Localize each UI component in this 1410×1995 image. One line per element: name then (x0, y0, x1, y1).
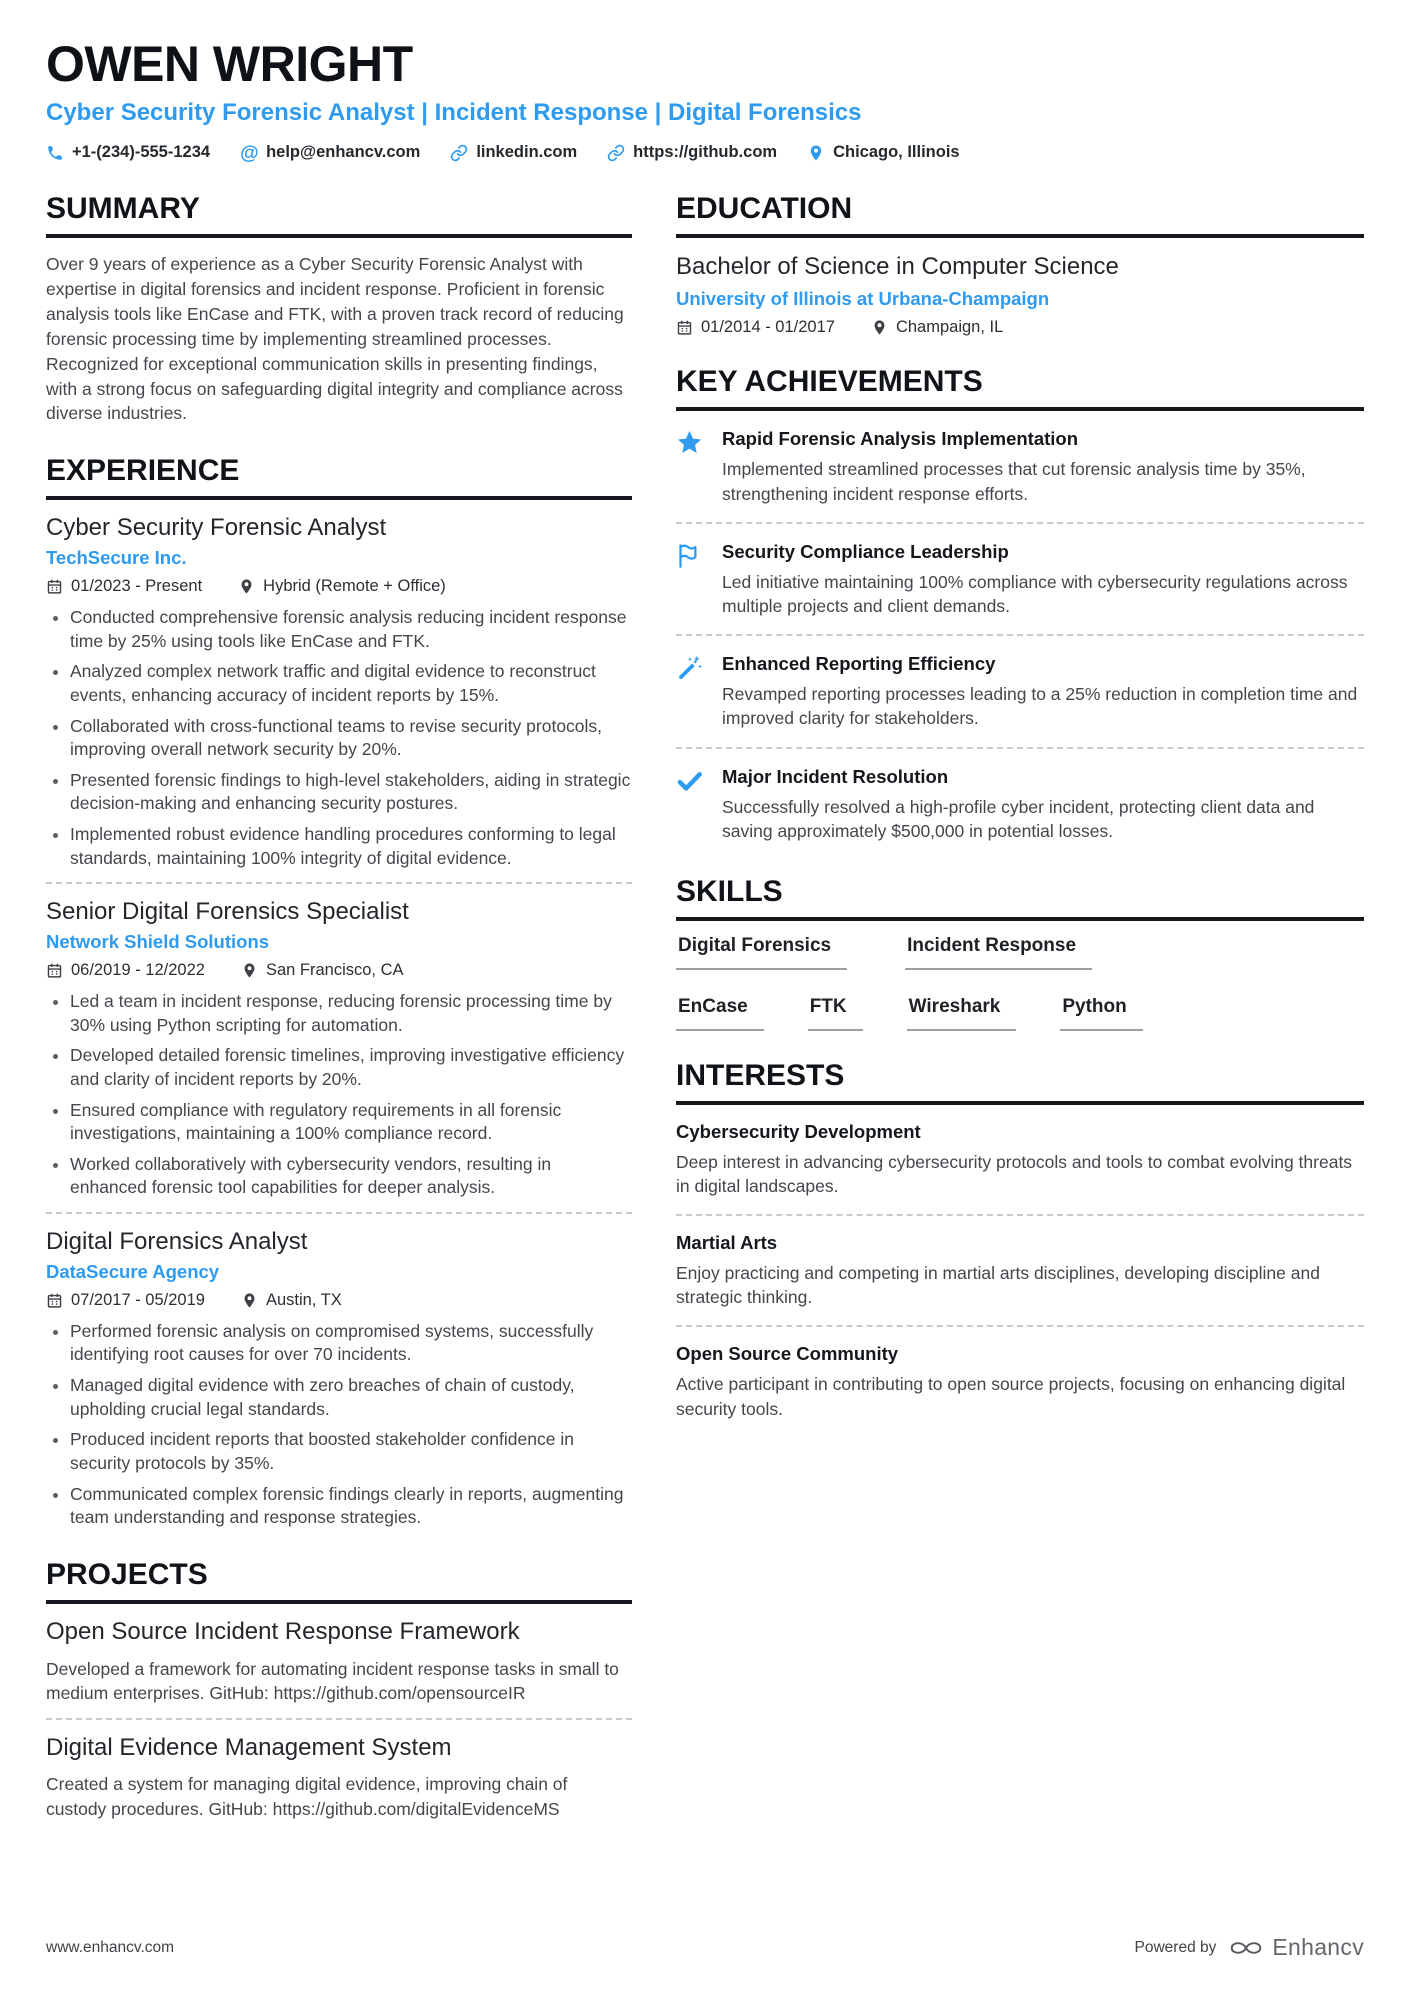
job-company: DataSecure Agency (46, 1260, 220, 1282)
right-column (676, 192, 1364, 1849)
skills-heading: SKILLS (676, 875, 1364, 921)
brand-name: Enhancv (1272, 1934, 1364, 1960)
projects-section (46, 1558, 632, 1822)
achievement-entry (676, 538, 1364, 622)
job-bullet: • Ensured compliance with regulatory requirements in all forensic investigations, maintaining a 100% compliance record. (70, 1099, 632, 1146)
skills-row (676, 935, 1364, 970)
job-bullets (46, 606, 632, 870)
job-meta (46, 577, 632, 596)
summary-heading: SUMMARY (46, 192, 632, 238)
job-company: TechSecure Inc. (46, 547, 187, 568)
interest-entry (676, 1119, 1364, 1202)
powered-by-label: Powered by (1134, 1938, 1217, 1956)
project-entry (46, 1734, 632, 1822)
powered-by (1135, 1934, 1364, 1961)
degree-title: Bachelor of Science in Computer Science (676, 253, 1119, 281)
contact-email-text: help@enhancv.com (266, 143, 421, 162)
achievement-entry (676, 425, 1364, 509)
education-meta (676, 318, 1364, 337)
job-title: Digital Forensics Analyst (46, 1228, 308, 1256)
summary-section (46, 192, 632, 426)
skill-tag: Python (1060, 996, 1142, 1031)
skill-tag: FTK (808, 996, 863, 1031)
flag-icon (676, 540, 706, 618)
interest-description: Active participant in contributing to open source projects, focusing on enhancing digital security tools. (676, 1374, 1346, 1419)
divider (46, 882, 632, 884)
pin-icon (871, 319, 888, 336)
infinity-logo-icon (1228, 1936, 1264, 1960)
interests-heading: INTERESTS (676, 1059, 1364, 1105)
achievement-description: Revamped reporting processes leading to a 25% reduction in completion time and improved clarity for stakeholders. (722, 684, 1358, 729)
education-section (676, 192, 1364, 337)
pin-icon (238, 578, 255, 595)
left-column (46, 192, 632, 1849)
calendar-icon (46, 578, 63, 595)
achievement-description: Led initiative maintaining 100% compliance with cybersecurity regulations across multiple projects and client demands. (722, 571, 1348, 616)
job-entry (46, 898, 632, 1200)
project-description: Developed a framework for automating incident response tasks in small to medium enterprises. GitHub: https://github.com/opensourceIR (46, 1658, 619, 1704)
divider (46, 1718, 632, 1720)
education-location (871, 318, 1003, 337)
job-bullet: • Developed detailed forensic timelines, improving investigative efficiency and clarity of incident reports by 20%. (70, 1044, 632, 1091)
achievement-description: Implemented streamlined processes that cut forensic analysis time by 35%, strengthening incident response efforts. (722, 459, 1306, 504)
two-column-layout (46, 192, 1364, 1849)
link-icon (450, 144, 468, 162)
job-title: Cyber Security Forensic Analyst (46, 514, 387, 542)
job-dates-text: 06/2019 - 12/2022 (71, 961, 205, 980)
interest-description: Deep interest in advancing cybersecurity protocols and tools to combat evolving threats in digital landscapes. (676, 1151, 1353, 1197)
summary-text: Over 9 years of experience as a Cyber Security Forensic Analyst with expertise in digital forensics and incident response. Proficient in forensic analysis tools like EnCase and FTK, with a proven track record of reducing forensic processing time by implementing streamlined processes. Recognized for exceptional communication skills in presenting findings, with a strong focus on safeguarding digital integrity and compliance across diverse industries. (46, 254, 624, 424)
phone-icon (46, 144, 64, 162)
contact-phone-text: +1-(234)-555-1234 (72, 143, 211, 162)
divider (676, 522, 1364, 524)
key-achievements-section (676, 365, 1364, 847)
contact-phone[interactable] (46, 143, 210, 162)
education-heading: EDUCATION (676, 192, 1364, 238)
pin-icon (807, 144, 825, 162)
achievement-title: Major Incident Resolution (722, 765, 949, 787)
job-dates (46, 1291, 205, 1310)
experience-heading: EXPERIENCE (46, 454, 632, 500)
interest-title: Cybersecurity Development (676, 1120, 921, 1142)
skills-row (676, 996, 1364, 1031)
interest-entry (676, 1230, 1364, 1313)
at-icon: @ (240, 142, 259, 164)
achievement-entry (676, 650, 1364, 734)
skills-section (676, 875, 1364, 1031)
job-bullet: • Analyzed complex network traffic and digital evidence to reconstruct events, enhancing accuracy of incident reports by 15%. (70, 660, 632, 707)
pin-icon (241, 1292, 258, 1309)
achievement-description: Successfully resolved a high-profile cyber incident, protecting client data and saving approximately $500,000 in potential losses. (722, 796, 1315, 841)
job-location-text: San Francisco, CA (265, 961, 404, 980)
job-location (241, 961, 404, 980)
contact-github-text: https://github.com (633, 143, 778, 162)
job-bullet: • Communicated complex forensic findings clearly in reports, augmenting team understanding and response strategies. (70, 1483, 632, 1530)
project-description: Created a system for managing digital evidence, improving chain of custody procedures. GitHub: https://github.com/digitalEvidenceMS (46, 1774, 568, 1819)
job-location (241, 1291, 342, 1310)
footer-site-url: www.enhancv.com (46, 1938, 175, 1956)
job-bullet: • Conducted comprehensive forensic analysis reducing incident response time by 25% using tools like EnCase and FTK. (70, 606, 632, 653)
headline: Cyber Security Forensic Analyst | Incident Response | Digital Forensics (46, 98, 862, 126)
calendar-icon (46, 962, 63, 979)
job-bullet: • Performed forensic analysis on compromised systems, successfully identifying root causes for over 70 incidents. (70, 1320, 632, 1367)
job-bullet: • Presented forensic findings to high-level stakeholders, aiding in strategic decision-making and enhancing security postures. (70, 769, 632, 816)
link-icon (607, 144, 625, 162)
job-bullet: • Led a team in incident response, reducing forensic processing time by 30% using Python scripting for automation. (70, 990, 632, 1037)
contact-linkedin[interactable] (450, 143, 577, 162)
calendar-icon (46, 1292, 63, 1309)
job-entry (46, 1228, 632, 1530)
achievement-title: Rapid Forensic Analysis Implementation (722, 428, 1079, 450)
job-location-text: Austin, TX (265, 1290, 342, 1309)
school-name: University of Illinois at Urbana-Champaign (676, 288, 1050, 310)
star-icon (676, 427, 706, 505)
achievement-body (722, 427, 1364, 505)
achievement-body (722, 652, 1364, 730)
job-location (238, 577, 446, 596)
contact-location-text: Chicago, Illinois (833, 143, 960, 162)
job-dates (46, 961, 205, 980)
interests-section (676, 1059, 1364, 1425)
contact-row (46, 143, 1364, 162)
job-bullet: • Produced incident reports that boosted stakeholder confidence in security protocols by 35%. (70, 1428, 632, 1475)
job-location-text: Hybrid (Remote + Office) (263, 577, 446, 595)
divider (676, 747, 1364, 749)
contact-email[interactable] (240, 143, 420, 162)
project-title: Digital Evidence Management System (46, 1733, 452, 1761)
achievement-body (722, 540, 1364, 618)
job-dates (46, 577, 202, 596)
job-bullet: • Worked collaboratively with cybersecurity vendors, resulting in enhanced forensic tool capabilities for deeper analysis. (70, 1153, 632, 1200)
calendar-icon (676, 319, 693, 336)
achievement-title: Enhanced Reporting Efficiency (722, 653, 996, 675)
job-bullets (46, 990, 632, 1200)
enhancv-brand (1228, 1934, 1364, 1961)
divider (46, 1212, 632, 1214)
job-company: Network Shield Solutions (46, 931, 270, 953)
education-dates-text: 01/2014 - 01/2017 (701, 318, 835, 337)
divider (676, 1214, 1364, 1216)
job-title: Senior Digital Forensics Specialist (46, 898, 409, 926)
contact-linkedin-text: linkedin.com (476, 143, 578, 162)
contact-location (807, 143, 960, 162)
contact-github[interactable] (607, 143, 777, 162)
person-name: OWEN WRIGHT (46, 36, 413, 92)
education-location-text: Champaign, IL (895, 318, 1004, 337)
interest-entry (676, 1341, 1364, 1424)
job-dates-text: 07/2017 - 05/2019 (71, 1290, 205, 1309)
wand-icon (676, 652, 706, 730)
job-meta (46, 1291, 632, 1310)
job-dates-text: 01/2023 - Present (71, 577, 203, 595)
pin-icon (241, 962, 258, 979)
job-bullet: • Collaborated with cross-functional teams to revise security protocols, improving overall network security by 20%. (70, 715, 632, 762)
header (46, 38, 1364, 162)
key-achievements-heading: KEY ACHIEVEMENTS (676, 365, 1364, 411)
check-icon (676, 765, 706, 843)
project-title: Open Source Incident Response Framework (46, 1617, 520, 1645)
skill-tag: EnCase (676, 996, 764, 1031)
job-meta (46, 961, 632, 980)
achievement-body (722, 765, 1364, 843)
divider (676, 1325, 1364, 1327)
achievement-title: Security Compliance Leadership (722, 540, 1009, 562)
skill-tag: Incident Response (905, 935, 1092, 970)
divider (676, 634, 1364, 636)
education-dates (676, 318, 835, 337)
project-entry (46, 1618, 632, 1706)
job-bullet: • Managed digital evidence with zero breaches of chain of custody, upholding crucial legal standards. (70, 1374, 632, 1421)
interest-description: Enjoy practicing and competing in martial arts disciplines, developing discipline and strategic thinking. (676, 1263, 1320, 1308)
interest-title: Martial Arts (676, 1232, 778, 1254)
job-entry (46, 514, 632, 870)
achievement-entry (676, 763, 1364, 847)
skill-tag: Wireshark (907, 996, 1017, 1031)
job-bullets (46, 1320, 632, 1530)
skill-tag: Digital Forensics (676, 935, 847, 970)
projects-heading: PROJECTS (46, 1558, 632, 1604)
footer (46, 1934, 1364, 1961)
job-bullet: • Implemented robust evidence handling procedures conforming to legal standards, maintaining 100% integrity of digital evidence. (70, 823, 632, 870)
experience-section (46, 454, 632, 1530)
interest-title: Open Source Community (676, 1343, 899, 1365)
